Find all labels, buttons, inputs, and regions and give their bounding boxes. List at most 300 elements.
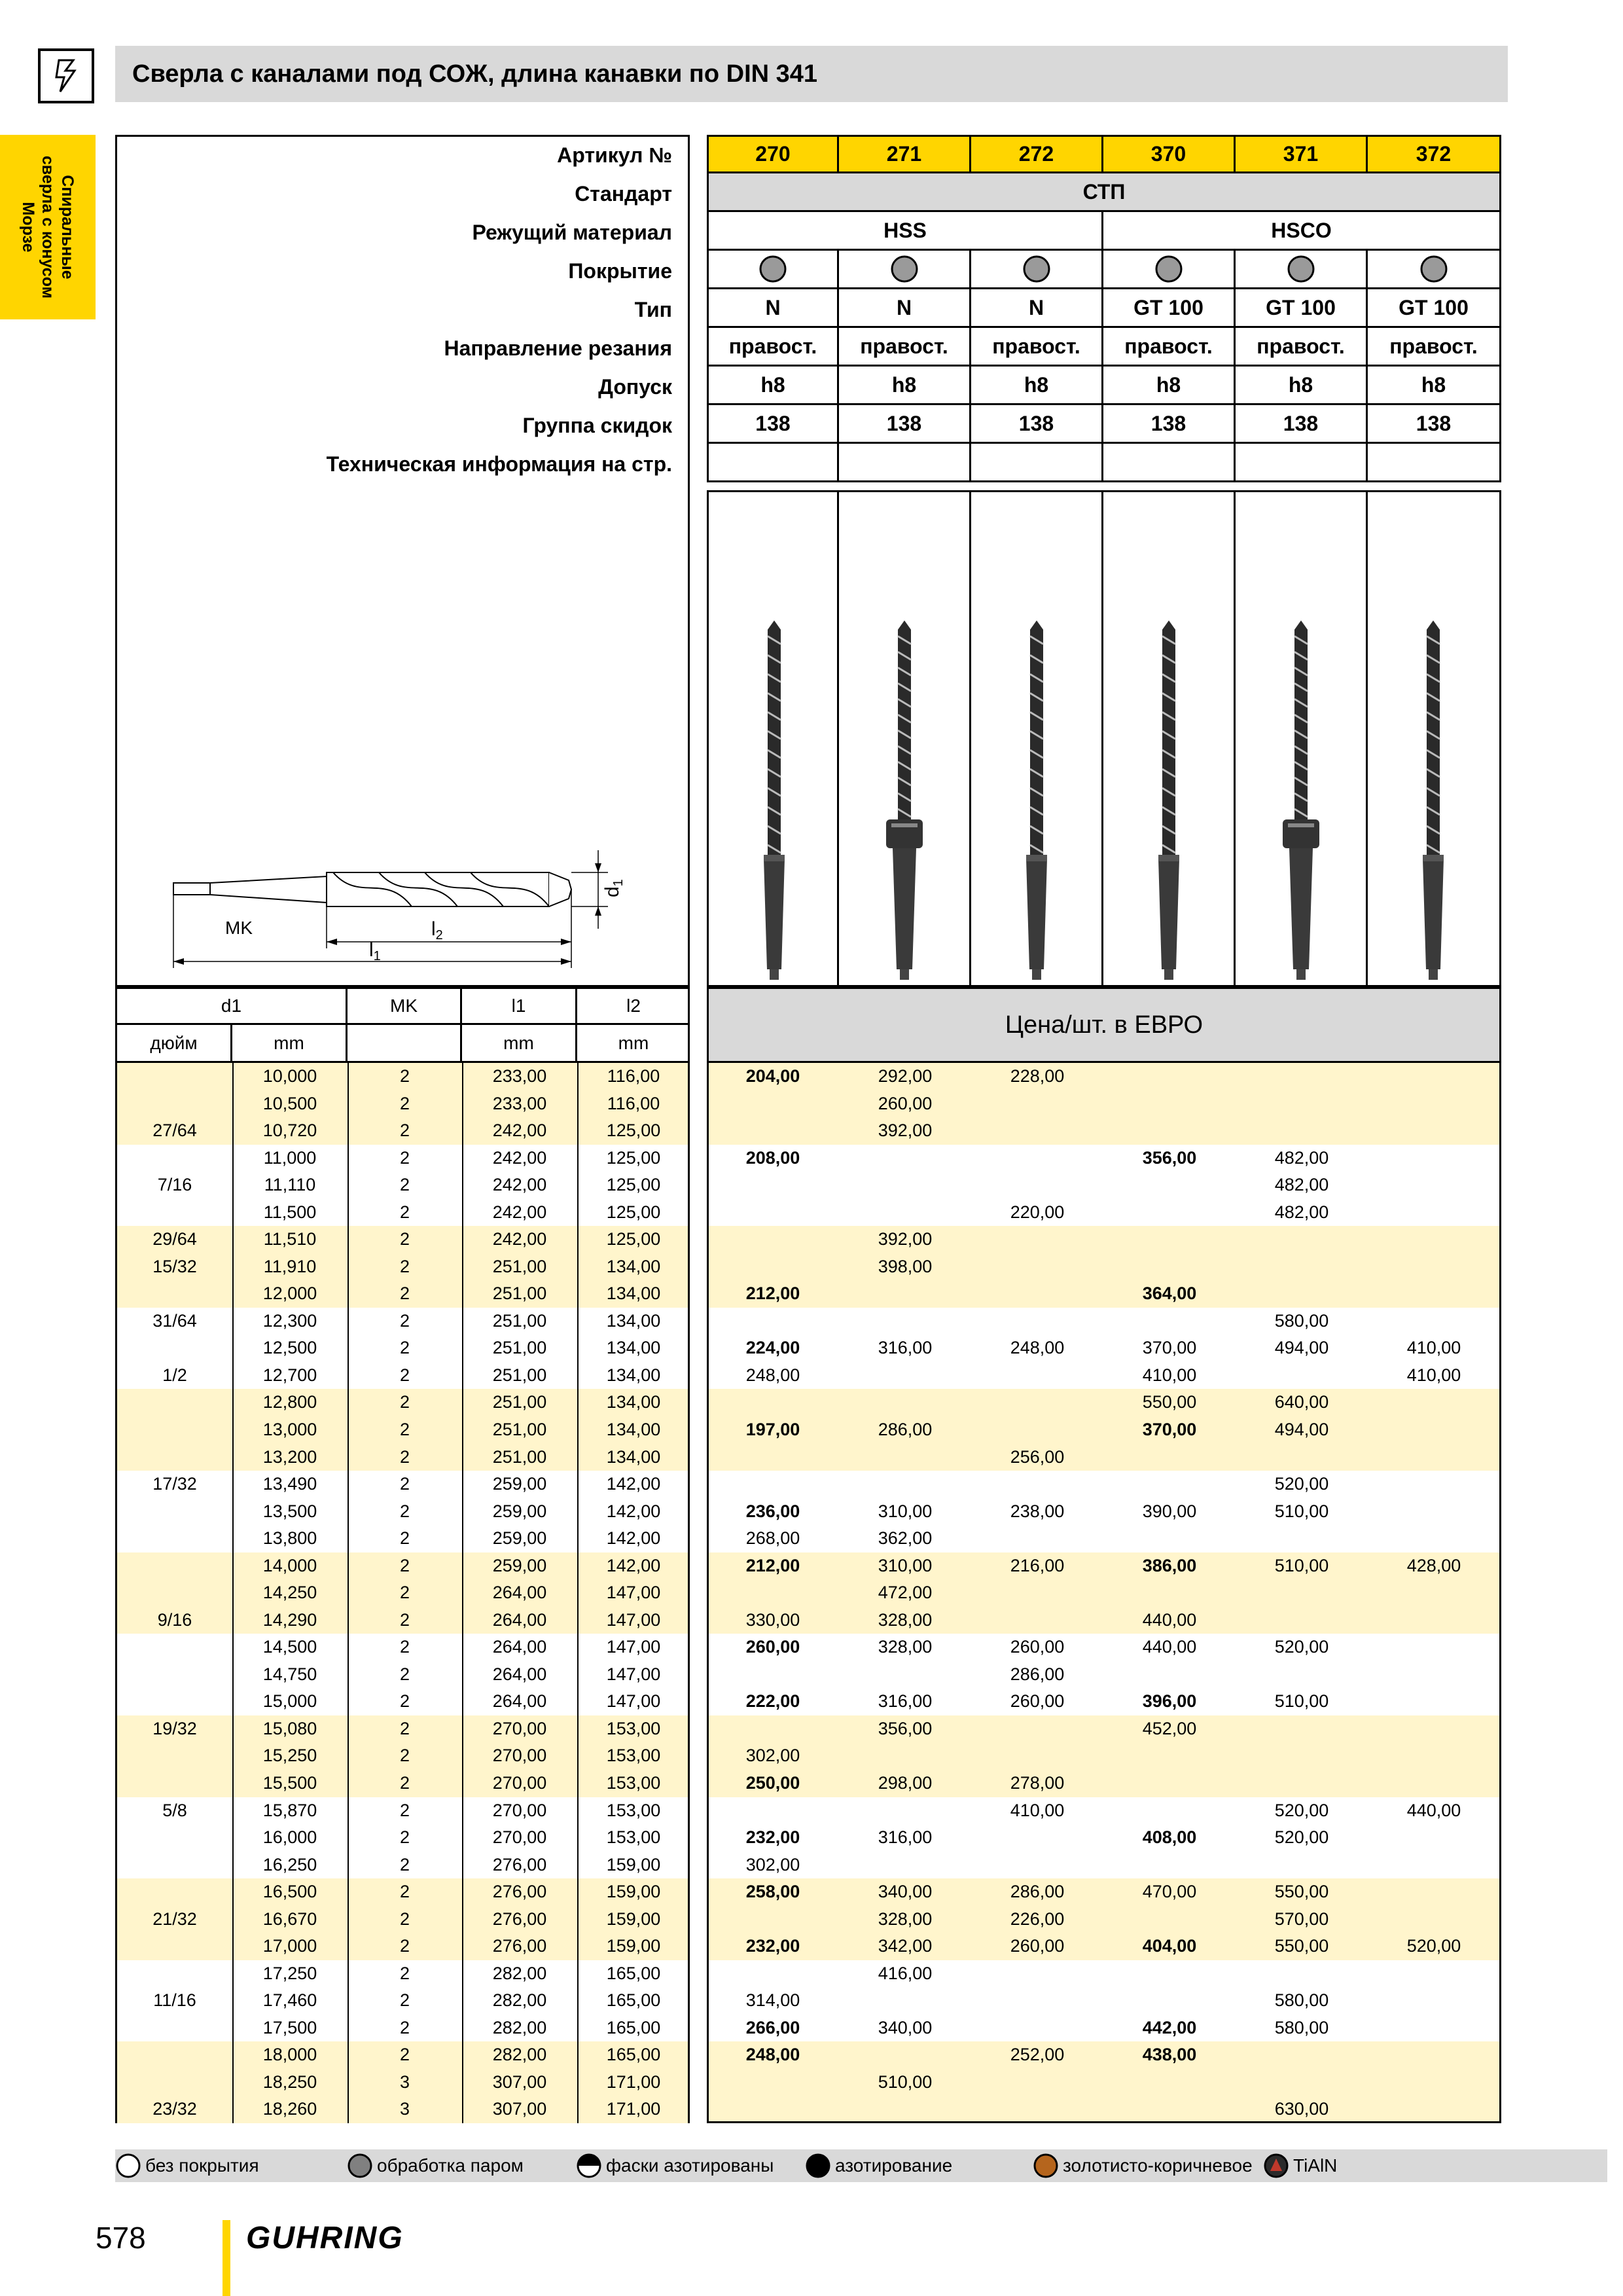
white-circle-icon xyxy=(115,2153,141,2179)
label-standard: Стандарт xyxy=(575,182,672,206)
type-cell: GT 100 xyxy=(1103,289,1236,328)
cell-l1: 251,00 xyxy=(492,1256,547,1276)
price-cell: 260,00 xyxy=(745,1637,800,1657)
table-row xyxy=(117,1444,688,1471)
price-cell: 286,00 xyxy=(1010,1664,1065,1684)
table-row xyxy=(117,1579,688,1607)
cell-l1: 259,00 xyxy=(492,1555,547,1575)
table-row xyxy=(117,1226,688,1253)
discount-cell: 138 xyxy=(1103,405,1236,444)
tialn-circle-icon xyxy=(1263,2153,1289,2179)
table-row xyxy=(117,1906,688,1933)
legend-item xyxy=(347,2149,524,2182)
price-cell: 278,00 xyxy=(1010,1773,1065,1793)
cell-l1: 242,00 xyxy=(492,1121,547,1141)
cell-l2: 165,00 xyxy=(606,2017,661,2037)
direction-cell: правост. xyxy=(1236,328,1368,367)
price-cell: 212,00 xyxy=(745,1555,800,1575)
cell-inch xyxy=(117,1145,232,1172)
cell-l2: 153,00 xyxy=(606,1800,661,1820)
cell-d1: 12,700 xyxy=(262,1365,317,1385)
price-cell: 224,00 xyxy=(745,1338,800,1358)
coating-cell xyxy=(707,251,839,289)
table-row xyxy=(117,1960,688,1988)
cell-mk: 2 xyxy=(399,1609,410,1630)
cell-l2: 116,00 xyxy=(607,1066,660,1086)
label-tolerance: Допуск xyxy=(598,375,672,399)
cell-d1: 13,000 xyxy=(262,1420,317,1439)
cell-d1: 15,000 xyxy=(262,1691,317,1712)
label-d1: d xyxy=(601,886,623,897)
price-body-frame xyxy=(707,1063,1501,2123)
dimensions-table xyxy=(115,987,690,2123)
price-cell: 298,00 xyxy=(878,1773,933,1793)
drill-symbol-icon xyxy=(41,51,92,101)
header-mm: mm xyxy=(232,1025,348,1063)
cell-l1: 233,00 xyxy=(492,1093,547,1113)
cell-mk: 2 xyxy=(399,1310,410,1331)
table-row xyxy=(117,1416,688,1444)
cell-inch xyxy=(117,2015,232,2042)
direction-cell: правост. xyxy=(1368,328,1501,367)
cell-l2: 134,00 xyxy=(606,1283,661,1304)
drill-picture-icon xyxy=(1368,492,1499,989)
table-row xyxy=(117,1552,688,1580)
cell-d1: 13,490 xyxy=(262,1474,317,1494)
legend-item xyxy=(805,2149,952,2182)
label-l2-sub: 2 xyxy=(435,928,443,942)
drill-image-cell xyxy=(1368,490,1501,987)
table-row xyxy=(117,2041,688,2069)
article-272[interactable]: 272 xyxy=(971,135,1103,173)
price-cell: 440,00 xyxy=(1406,1800,1461,1820)
page-number: 578 xyxy=(96,2221,146,2255)
cell-mk: 2 xyxy=(399,2045,410,2065)
price-cell: 310,00 xyxy=(878,1501,933,1521)
cell-l2: 142,00 xyxy=(606,1501,661,1521)
cell-l2: 147,00 xyxy=(606,1664,661,1684)
legend-label: азотирование xyxy=(835,2155,953,2176)
cell-inch: 9/16 xyxy=(157,1609,192,1630)
attributes-label-panel xyxy=(115,135,690,987)
tech-info-cell[interactable] xyxy=(1368,444,1501,482)
price-cell: 258,00 xyxy=(745,1882,800,1902)
cell-inch xyxy=(117,1770,232,1797)
price-cell: 408,00 xyxy=(1142,1827,1197,1848)
header-inch: дюйм xyxy=(117,1025,232,1063)
table-row xyxy=(117,1280,688,1308)
cell-l1: 264,00 xyxy=(492,1664,547,1684)
table-row xyxy=(117,1661,688,1689)
price-cell: 580,00 xyxy=(1274,2017,1329,2037)
cell-mk: 2 xyxy=(399,1691,410,1712)
cell-l2: 125,00 xyxy=(606,1175,661,1195)
cell-l1: 251,00 xyxy=(492,1446,547,1467)
drill-picture-icon xyxy=(1103,492,1234,989)
type-cell: GT 100 xyxy=(1236,289,1368,328)
price-cell: 260,00 xyxy=(1010,1936,1065,1956)
price-cell: 328,00 xyxy=(878,1637,933,1657)
table-row xyxy=(117,1688,688,1715)
svg-text:l1 xyxy=(369,939,381,963)
price-cell: 390,00 xyxy=(1142,1501,1197,1521)
cell-mk: 2 xyxy=(399,1175,410,1195)
tolerance-cell: h8 xyxy=(1103,367,1236,405)
svg-text:l2 xyxy=(431,918,443,942)
cell-l2: 142,00 xyxy=(606,1474,661,1494)
label-l1: l xyxy=(369,939,374,961)
price-cell: 398,00 xyxy=(878,1256,933,1276)
cell-d1: 10,720 xyxy=(262,1121,317,1141)
grey-circle-icon xyxy=(347,2153,373,2179)
cell-l1: 259,00 xyxy=(492,1528,547,1549)
cell-l1: 270,00 xyxy=(492,1746,547,1766)
cell-l2: 159,00 xyxy=(606,1936,661,1956)
cell-l1: 282,00 xyxy=(492,2017,547,2037)
side-section-tab[interactable] xyxy=(0,135,96,319)
cell-d1: 14,750 xyxy=(262,1664,317,1684)
cell-d1: 14,000 xyxy=(262,1555,317,1575)
legend-item xyxy=(576,2149,774,2182)
article-371[interactable]: 371 xyxy=(1236,135,1368,173)
cell-l2: 142,00 xyxy=(606,1528,661,1549)
price-cell: 356,00 xyxy=(1142,1147,1197,1168)
price-cell: 550,00 xyxy=(1274,1936,1329,1956)
cell-l1: 251,00 xyxy=(492,1365,547,1385)
table-row xyxy=(117,1117,688,1145)
price-cell: 216,00 xyxy=(1010,1555,1065,1575)
cell-d1: 11,510 xyxy=(263,1229,317,1249)
cell-mk: 2 xyxy=(399,1202,410,1222)
cell-d1: 12,000 xyxy=(262,1283,317,1304)
cell-d1: 18,000 xyxy=(262,2045,317,2065)
cell-d1: 10,500 xyxy=(262,1093,317,1113)
cell-mk: 2 xyxy=(399,1446,410,1467)
cell-l1: 270,00 xyxy=(492,1718,547,1738)
tech-info-cell[interactable] xyxy=(1103,444,1236,482)
cell-d1: 13,200 xyxy=(262,1446,317,1467)
cell-mk: 2 xyxy=(399,1583,410,1603)
cell-mk: 2 xyxy=(399,1528,410,1549)
cell-l2: 125,00 xyxy=(606,1229,661,1249)
cell-inch xyxy=(117,2069,232,2096)
cell-l2: 116,00 xyxy=(607,1093,660,1113)
price-cell: 570,00 xyxy=(1274,1909,1329,1929)
price-cell: 410,00 xyxy=(1142,1365,1197,1385)
legend-label: без покрытия xyxy=(145,2155,259,2176)
price-cell: 482,00 xyxy=(1274,1175,1329,1195)
cell-l1: 242,00 xyxy=(492,1202,547,1222)
price-cell: 248,00 xyxy=(745,2045,800,2065)
price-cell: 510,00 xyxy=(1274,1691,1329,1712)
cell-l2: 125,00 xyxy=(606,1202,661,1222)
price-cell: 330,00 xyxy=(745,1609,800,1630)
type-cell: N xyxy=(839,289,971,328)
material-hss: HSS xyxy=(707,212,1103,251)
price-cell: 316,00 xyxy=(878,1691,933,1712)
material-hsco: HSCO xyxy=(1103,212,1501,251)
legend-label: TiAlN xyxy=(1293,2155,1338,2176)
price-cell: 392,00 xyxy=(878,1121,933,1141)
table-row xyxy=(117,1607,688,1634)
table-row xyxy=(117,1063,688,1090)
cell-mk: 2 xyxy=(399,1827,410,1848)
cell-d1: 16,000 xyxy=(262,1827,317,1848)
cell-l1: 276,00 xyxy=(492,1936,547,1956)
tech-info-cell[interactable] xyxy=(707,444,839,482)
label-l2: l xyxy=(431,918,436,940)
cell-d1: 17,250 xyxy=(262,1963,317,1983)
legend-item xyxy=(1033,2149,1253,2182)
article-370[interactable]: 370 xyxy=(1103,135,1236,173)
direction-cell: правост. xyxy=(1103,328,1236,367)
cell-mk: 2 xyxy=(399,1990,410,2011)
price-cell: 520,00 xyxy=(1274,1800,1329,1820)
coating-cell xyxy=(1368,251,1501,289)
cell-l2: 134,00 xyxy=(606,1420,661,1439)
price-cell: 250,00 xyxy=(745,1773,800,1793)
footer-accent-bar xyxy=(223,2220,230,2296)
cell-l2: 142,00 xyxy=(606,1555,661,1575)
article-271[interactable]: 271 xyxy=(839,135,971,173)
price-cell: 580,00 xyxy=(1274,1990,1329,2011)
article-270[interactable]: 270 xyxy=(707,135,839,173)
price-cell: 248,00 xyxy=(745,1365,800,1385)
tech-info-cell[interactable] xyxy=(1236,444,1368,482)
cell-l2: 147,00 xyxy=(606,1637,661,1657)
price-cell: 232,00 xyxy=(745,1827,800,1848)
cell-inch: 27/64 xyxy=(152,1121,197,1141)
cell-d1: 16,500 xyxy=(262,1882,317,1902)
price-cell: 520,00 xyxy=(1406,1936,1461,1956)
cell-d1: 15,870 xyxy=(262,1800,317,1820)
label-material: Режущий материал xyxy=(472,221,672,244)
table-row xyxy=(117,1471,688,1498)
header-l2-unit: mm xyxy=(577,1025,690,1063)
cell-mk: 2 xyxy=(399,2017,410,2037)
table-row xyxy=(117,1199,688,1227)
price-cell: 510,00 xyxy=(878,2072,933,2092)
price-cell: 520,00 xyxy=(1274,1474,1329,1494)
price-cell: 510,00 xyxy=(1274,1555,1329,1575)
cell-l2: 134,00 xyxy=(606,1446,661,1467)
cell-inch xyxy=(117,1552,232,1580)
discount-cell: 138 xyxy=(707,405,839,444)
cell-l2: 153,00 xyxy=(606,1773,661,1793)
label-coating: Покрытие xyxy=(568,259,672,283)
cell-l2: 165,00 xyxy=(606,1990,661,2011)
cell-l1: 276,00 xyxy=(492,1909,547,1929)
table-row xyxy=(117,2015,688,2042)
price-cell: 410,00 xyxy=(1010,1800,1065,1820)
price-cell: 440,00 xyxy=(1142,1609,1197,1630)
cell-inch: 1/2 xyxy=(162,1365,187,1385)
discount-cell: 138 xyxy=(971,405,1103,444)
cell-l1: 251,00 xyxy=(492,1338,547,1358)
cell-d1: 12,300 xyxy=(262,1310,317,1331)
price-cell: 286,00 xyxy=(1010,1882,1065,1902)
price-cell: 316,00 xyxy=(878,1827,933,1848)
grey-circle-icon xyxy=(1287,255,1315,283)
cell-inch xyxy=(117,1063,232,1090)
drill-picture-icon xyxy=(971,492,1102,989)
table-row xyxy=(117,1172,688,1199)
cell-d1: 14,290 xyxy=(262,1609,317,1630)
cell-l2: 153,00 xyxy=(606,1746,661,1766)
cell-inch xyxy=(117,1389,232,1416)
grey-circle-icon xyxy=(1022,255,1051,283)
tolerance-cell: h8 xyxy=(971,367,1103,405)
cell-d1: 16,670 xyxy=(262,1909,317,1929)
price-cell: 494,00 xyxy=(1274,1338,1329,1358)
table-row xyxy=(117,1987,688,2015)
black-top-circle-icon xyxy=(576,2153,602,2179)
cell-d1: 17,500 xyxy=(262,2017,317,2037)
price-cell: 238,00 xyxy=(1010,1501,1065,1521)
cell-mk: 2 xyxy=(399,1365,410,1385)
article-372[interactable]: 372 xyxy=(1368,135,1501,173)
side-tab-line1: Спиральные xyxy=(58,175,77,279)
cell-inch: 21/32 xyxy=(152,1909,197,1929)
price-cell: 260,00 xyxy=(1010,1637,1065,1657)
direction-cell: правост. xyxy=(707,328,839,367)
cell-inch: 29/64 xyxy=(152,1229,197,1249)
table-row xyxy=(117,1742,688,1770)
price-cell: 204,00 xyxy=(745,1066,800,1086)
price-cell: 222,00 xyxy=(745,1691,800,1712)
cell-inch: 23/32 xyxy=(152,2099,197,2119)
price-cell: 328,00 xyxy=(878,1909,933,1929)
cell-l1: 270,00 xyxy=(492,1800,547,1820)
cell-mk: 2 xyxy=(399,1147,410,1168)
black-circle-icon xyxy=(805,2153,831,2179)
cell-inch xyxy=(117,1742,232,1770)
drill-picture-icon xyxy=(839,492,970,989)
coating-cell xyxy=(1236,251,1368,289)
cell-mk: 2 xyxy=(399,1963,410,1983)
table-row xyxy=(117,1797,688,1825)
cell-inch: 17/32 xyxy=(152,1474,197,1494)
price-cell: 416,00 xyxy=(878,1963,933,1983)
cell-d1: 10,000 xyxy=(262,1066,317,1086)
cell-mk: 2 xyxy=(399,1773,410,1793)
cell-mk: 2 xyxy=(399,1936,410,1956)
price-cell: 342,00 xyxy=(878,1936,933,1956)
cell-d1: 12,500 xyxy=(262,1338,317,1358)
header-mk: MK xyxy=(348,987,462,1025)
price-cell: 452,00 xyxy=(1142,1718,1197,1738)
label-type: Тип xyxy=(634,298,672,321)
table-row xyxy=(117,1878,688,1906)
cell-d1: 13,800 xyxy=(262,1528,317,1549)
price-cell: 428,00 xyxy=(1406,1555,1461,1575)
cell-l1: 276,00 xyxy=(492,1882,547,1902)
price-cell: 226,00 xyxy=(1010,1909,1065,1929)
legend-label: обработка паром xyxy=(377,2155,524,2176)
table-row xyxy=(117,1253,688,1281)
cell-inch: 19/32 xyxy=(152,1718,197,1738)
cell-d1: 17,460 xyxy=(262,1990,317,2011)
tolerance-cell: h8 xyxy=(1236,367,1368,405)
tech-info-cell[interactable] xyxy=(839,444,971,482)
cell-inch xyxy=(117,1878,232,1906)
price-cell: 302,00 xyxy=(745,1854,800,1874)
cell-inch xyxy=(117,1634,232,1661)
price-cell: 268,00 xyxy=(745,1528,800,1549)
brand-logo: GUHRING xyxy=(246,2221,404,2255)
cell-l2: 134,00 xyxy=(606,1256,661,1276)
cell-inch xyxy=(117,1852,232,1879)
type-cell: GT 100 xyxy=(1368,289,1501,328)
price-cell: 302,00 xyxy=(745,1746,800,1766)
cell-mk: 2 xyxy=(399,1637,410,1657)
cell-mk: 2 xyxy=(399,1800,410,1820)
price-cell: 260,00 xyxy=(1010,1691,1065,1712)
tech-info-cell[interactable] xyxy=(971,444,1103,482)
cell-mk: 2 xyxy=(399,1229,410,1249)
cell-mk: 2 xyxy=(399,1338,410,1358)
cell-l2: 134,00 xyxy=(606,1310,661,1331)
cell-l2: 134,00 xyxy=(606,1392,661,1412)
cell-mk: 2 xyxy=(399,1746,410,1766)
header-l1-unit: mm xyxy=(462,1025,577,1063)
cell-inch xyxy=(117,1444,232,1471)
cell-d1: 18,250 xyxy=(262,2072,317,2092)
type-cell: N xyxy=(707,289,839,328)
side-tab-line3: Морзе xyxy=(19,202,37,253)
price-cell: 328,00 xyxy=(878,1609,933,1630)
cell-mk: 2 xyxy=(399,1420,410,1439)
header-l2: l2 xyxy=(577,987,690,1025)
cell-l1: 264,00 xyxy=(492,1609,547,1630)
price-cell: 482,00 xyxy=(1274,1202,1329,1222)
cell-mk: 2 xyxy=(399,1501,410,1521)
cell-mk: 2 xyxy=(399,1093,410,1113)
coating-cell xyxy=(971,251,1103,289)
cell-mk: 2 xyxy=(399,1066,410,1086)
table-row xyxy=(117,1525,688,1552)
drill-dimension-drawing xyxy=(169,844,641,981)
drill-image-cell xyxy=(971,490,1103,987)
price-cell: 340,00 xyxy=(878,2017,933,2037)
price-cell: 252,00 xyxy=(1010,2045,1065,2065)
price-cell: 220,00 xyxy=(1010,1202,1065,1222)
cell-d1: 16,250 xyxy=(262,1854,317,1874)
table-row xyxy=(117,1145,688,1172)
cell-d1: 14,500 xyxy=(262,1637,317,1657)
cell-l1: 251,00 xyxy=(492,1420,547,1439)
table-row xyxy=(117,2096,688,2123)
cell-l1: 242,00 xyxy=(492,1229,547,1249)
cell-mk: 2 xyxy=(399,1854,410,1874)
header-d1: d1 xyxy=(117,987,348,1025)
cell-l2: 147,00 xyxy=(606,1609,661,1630)
grey-circle-icon xyxy=(1154,255,1183,283)
price-cell: 208,00 xyxy=(745,1147,800,1168)
cell-l2: 159,00 xyxy=(606,1854,661,1874)
table-row xyxy=(117,1634,688,1661)
cell-inch xyxy=(117,1688,232,1715)
drill-image-cell xyxy=(839,490,971,987)
price-cell: 482,00 xyxy=(1274,1147,1329,1168)
table-row xyxy=(117,1335,688,1362)
price-cell: 340,00 xyxy=(878,1882,933,1902)
cell-l1: 242,00 xyxy=(492,1175,547,1195)
price-cell: 248,00 xyxy=(1010,1338,1065,1358)
price-cell: 520,00 xyxy=(1274,1827,1329,1848)
cell-inch: 11/16 xyxy=(153,1990,196,2011)
price-cell: 370,00 xyxy=(1142,1338,1197,1358)
